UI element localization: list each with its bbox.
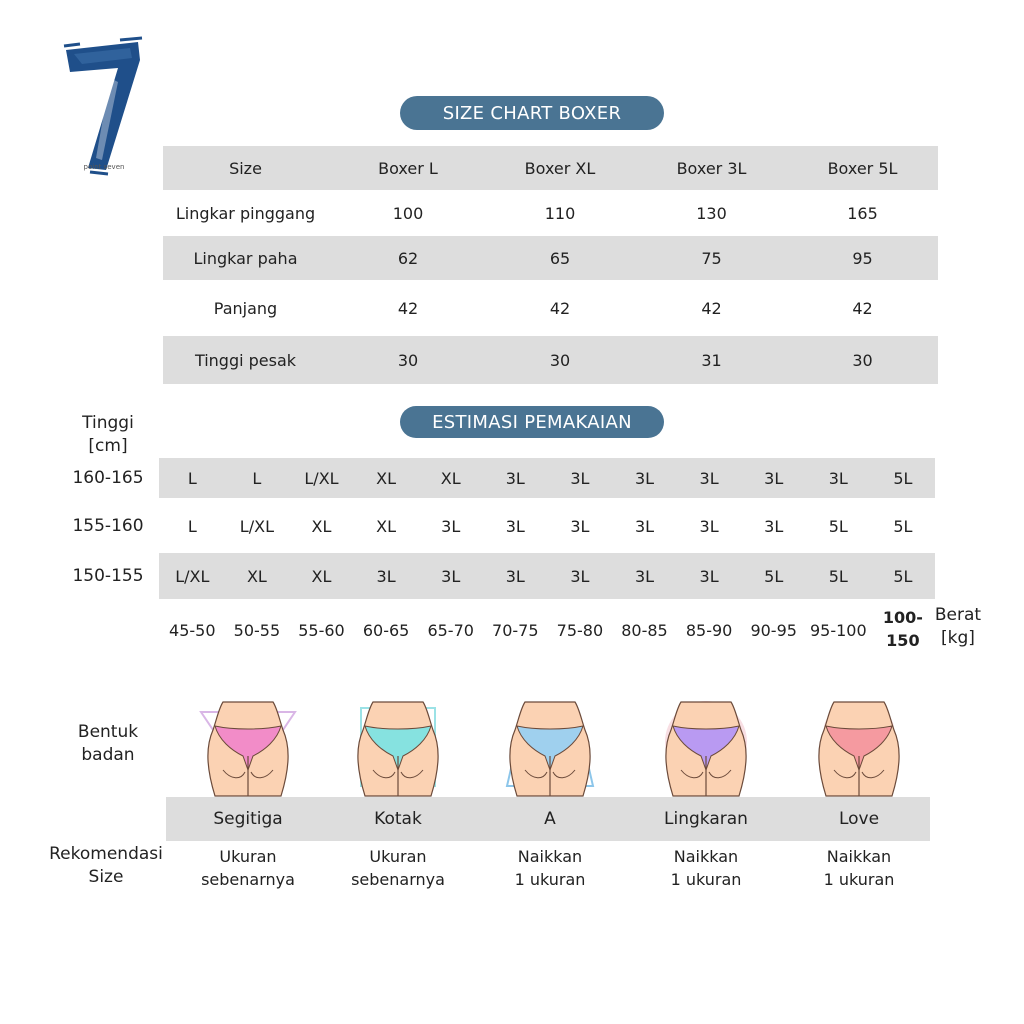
estimation-weight-label: 85-90 [685, 620, 733, 640]
recommendation-label: Rekomendasi Size [49, 844, 163, 887]
estimation-cell: 5L [764, 566, 784, 586]
estimation-weight-label: 90-95 [750, 620, 797, 640]
estimation-cell: 3L [634, 566, 655, 586]
size-chart-cell: 130 [696, 204, 727, 223]
size-chart-cell: 42 [701, 299, 722, 318]
estimation-cell: 5L [893, 566, 913, 586]
estimation-cell: XL [311, 516, 332, 536]
estimation-cell: 3L [634, 516, 655, 536]
size-chart-cell: 42 [852, 299, 873, 318]
body-shape-recommendation: Naikkan 1 ukuran [514, 847, 586, 889]
estimation-cell: XL [246, 566, 267, 586]
estimation-cell: L/XL [304, 468, 339, 488]
weight-axis-label: Berat [kg] [934, 605, 982, 648]
size-chart-header-cell: Boxer XL [524, 158, 596, 178]
estimation-cell: L [187, 516, 197, 536]
body-shape-name: A [544, 808, 556, 829]
estimation-weight-label: 65-70 [427, 620, 474, 640]
estimation-weight-label: 95-100 [809, 620, 867, 640]
estimation-cell: 3L [764, 468, 784, 488]
estimation-weight-label: 75-80 [556, 620, 604, 640]
size-chart-row-label: Tinggi pesak [194, 350, 297, 370]
size-chart-cell: 75 [701, 248, 722, 268]
estimation-cell: 3L [828, 468, 848, 488]
body-shape-segitiga-figure [193, 700, 303, 800]
estimation-weight-label: 55-60 [298, 620, 345, 640]
estimation-cell: 3L [441, 516, 461, 536]
size-chart-cell: 110 [544, 204, 576, 223]
estimation-cell: L [252, 468, 262, 488]
estimation-cell: 3L [634, 468, 655, 488]
size-chart-cell: 31 [701, 350, 722, 370]
size-chart-cell: 42 [397, 299, 419, 318]
estimation-weight-label: 50-55 [233, 620, 281, 640]
estimation-cell: 5L [893, 516, 913, 536]
body-shape-recommendation: Ukuran sebenarnya [351, 847, 445, 889]
size-chart-header-cell: Size [229, 158, 262, 178]
estimation-cell: 3L [570, 516, 590, 536]
size-chart-cell: 42 [549, 299, 571, 318]
size-chart-cell: 100 [392, 204, 424, 223]
estimation-cell: 3L [699, 468, 719, 488]
estimation-title: ESTIMASI PEMAKAIAN [400, 406, 664, 438]
size-chart-row-label: Panjang [213, 299, 278, 318]
estimation-cell: 3L [505, 468, 525, 488]
body-shape-recommendation: Naikkan 1 ukuran [670, 847, 742, 889]
body-shape-label: Bentuk badan [77, 722, 139, 765]
estimation-cell: XL [440, 468, 461, 488]
estimation-cell: 3L [505, 516, 525, 536]
estimation-cell: 3L [570, 566, 590, 586]
estimation-cell: 5L [893, 468, 913, 488]
size-chart-header-cell: Boxer L [378, 158, 438, 178]
estimation-height-label: 160-165 [72, 467, 144, 488]
size-chart-row-label: Lingkar pinggang [175, 204, 316, 223]
estimation-cell: XL [376, 468, 397, 488]
size-chart-cell: 30 [852, 350, 873, 370]
logo-subtext: point seven [83, 162, 125, 171]
size-chart-cell: 95 [852, 248, 873, 268]
size-chart-title: SIZE CHART BOXER [400, 96, 664, 130]
estimation-weight-label: 100- 150 [882, 608, 923, 650]
estimation-height-label: 155-160 [72, 515, 144, 536]
estimation-height-label: 150-155 [72, 565, 144, 586]
estimation-cell: L/XL [175, 566, 210, 586]
estimation-cell: 3L [699, 516, 719, 536]
body-shape-recommendation: Ukuran sebenarnya [201, 847, 295, 889]
estimation-cell: 5L [828, 566, 848, 586]
estimation-cell: 3L [570, 468, 590, 488]
size-chart-cell: 62 [397, 248, 419, 268]
estimation-weight-label: 80-85 [621, 620, 668, 640]
size-chart-cell: 165 [847, 204, 878, 223]
estimation-cell: 3L [699, 566, 719, 586]
body-shape-name: Segitiga [213, 808, 283, 829]
estimation-weight-label: 60-65 [362, 620, 410, 640]
size-chart-cell: 30 [397, 350, 419, 370]
size-chart-header-cell: Boxer 3L [676, 158, 747, 178]
body-shape-a-figure [495, 700, 605, 800]
height-axis-label: Tinggi [cm] [82, 413, 134, 456]
body-shape-recommendation: Naikkan 1 ukuran [823, 847, 895, 889]
estimation-cell: 3L [441, 566, 461, 586]
estimation-weight-label: 70-75 [492, 620, 539, 640]
body-shape-love-figure [804, 700, 914, 800]
brand-logo [60, 38, 146, 178]
estimation-cell: 3L [764, 516, 784, 536]
body-shape-kotak-figure [343, 700, 453, 800]
estimation-cell: XL [311, 566, 332, 586]
body-shape-lingkaran-figure [651, 700, 761, 800]
estimation-cell: 5L [828, 516, 848, 536]
size-chart-cell: 30 [549, 350, 571, 370]
size-chart-header-cell: Boxer 5L [827, 158, 898, 178]
body-shape-name: Love [838, 808, 880, 829]
body-shape-name: Kotak [374, 808, 422, 829]
estimation-cell: 3L [376, 566, 396, 586]
estimation-weight-label: 45-50 [169, 620, 216, 640]
size-chart-cell: 65 [549, 248, 571, 268]
estimation-cell: 3L [505, 566, 525, 586]
estimation-cell: L [187, 468, 197, 488]
estimation-cell: L/XL [239, 516, 274, 536]
estimation-cell: XL [376, 516, 397, 536]
body-shape-name: Lingkaran [664, 808, 748, 829]
size-chart-row-label: Lingkar paha [193, 248, 298, 268]
